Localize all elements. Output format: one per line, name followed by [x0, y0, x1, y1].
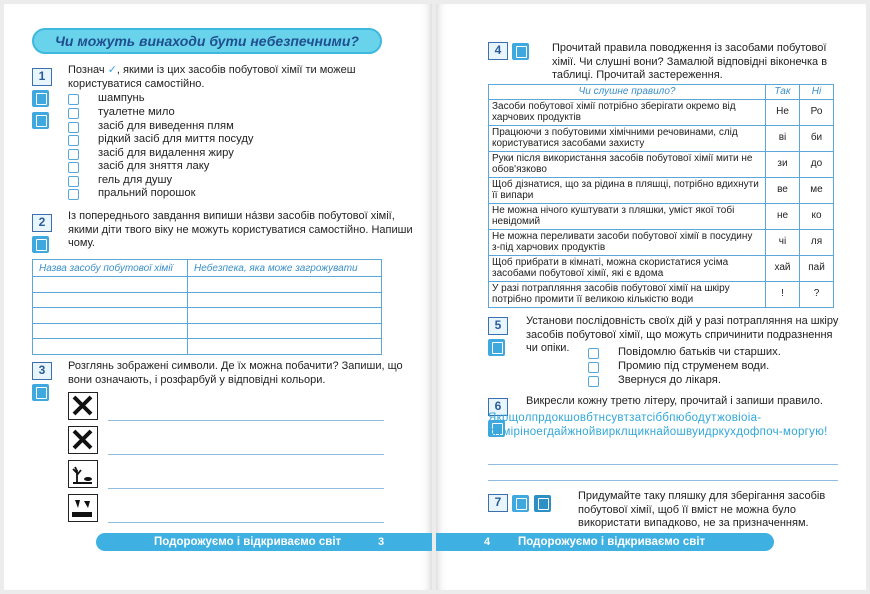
answer-line[interactable]: [108, 454, 384, 455]
pencil-icon: [32, 90, 49, 107]
checkbox[interactable]: [68, 108, 79, 119]
table-row: Руки після використання засобів побутової хімії мити не обов'язково зи до: [489, 151, 834, 177]
toxic-symbol-icon: [68, 392, 98, 420]
list-icon: [488, 339, 505, 356]
task-2-number: 2: [32, 214, 52, 232]
task-4-table: [488, 84, 834, 308]
environment-hazard-icon: [68, 460, 98, 488]
left-page: [4, 4, 432, 590]
list-item: засіб для видалення жиру: [98, 147, 234, 159]
table-row: [33, 277, 382, 293]
checkbox[interactable]: [68, 189, 79, 200]
table-row: [33, 339, 382, 355]
checkbox[interactable]: [68, 162, 79, 173]
table-row: Щоб дізнатися, що за рідина в пляшці, потрібно вдихнути її випари ве ме: [489, 177, 834, 203]
notebook-icon: [32, 384, 49, 401]
order-box[interactable]: [588, 362, 599, 373]
list-item: Повідомлю батьків чи старших.: [618, 346, 781, 358]
irritant-symbol-icon: [68, 426, 98, 454]
task-7-number: 7: [488, 494, 508, 512]
checkbox[interactable]: [68, 149, 79, 160]
task-2-text: Із попереднього завдання випиши нáзви засобів побутової хімії, якими діти твого віку не можуть користуватися самостійно. Напиши чому.: [68, 210, 413, 249]
right-page: [436, 4, 866, 590]
answer-line[interactable]: [488, 480, 838, 481]
list-item: Промию під струменем води.: [618, 360, 770, 372]
list-item: засіб для виведення плям: [98, 120, 234, 132]
task-3-number: 3: [32, 362, 52, 380]
answer-line[interactable]: [108, 488, 384, 489]
checkbox[interactable]: [68, 122, 79, 133]
order-box[interactable]: [588, 376, 599, 387]
checkbox[interactable]: [68, 94, 79, 105]
task-1-text: Познач ✓, якими із цих засобів побутової хімії ти можеш користуватися самостійно.: [68, 64, 356, 90]
group-work-icon: [534, 495, 551, 512]
column-header: Чи слушне правило?: [489, 85, 766, 100]
answer-line[interactable]: [108, 420, 384, 421]
list-item: пральний порошок: [98, 187, 196, 199]
column-header: Ні: [800, 85, 834, 100]
notebook-icon: [32, 112, 49, 129]
task-7-text: Придумайте таку пляшку для зберігання засобів побутової хімії, щоб її вміст не можна було використати випадково, не за призначенням.: [578, 490, 826, 529]
column-header: Небезпека, яка може загрожувати: [188, 260, 382, 277]
task-4-text: Прочитай правила поводження із засобами побутової хімії. Чи слушні вони? Замалюй відповідні віконечка в таблиці. Прочитай застереження.: [552, 42, 828, 81]
table-row: Щоб прибрати в кімнаті, можна скористатися усіма засобами побутової хімії, які є вдома хай пай: [489, 255, 834, 281]
task-5-text: Установи послідовність своїх дій у разі потрапляння на шкіру засобів побутової хімії, що можуть спричинити подразнення чи опіки.: [526, 315, 839, 354]
column-header: Назва засобу побутової хімії: [33, 260, 188, 277]
list-item: шампунь: [98, 92, 145, 104]
table-row: Не можна переливати засоби побутової хімії в посудину з-під харчових продуктів чі ля: [489, 229, 834, 255]
page-number: 3: [378, 536, 385, 548]
table-row: [33, 292, 382, 308]
letter-puzzle: Якрщолпрдокшовбтнсувтзатсіббпюбодутжовіоіа-хітміріноегдайжнойвирклщикнайошвуидркухдофпоч-моргую!: [488, 412, 828, 438]
list-item: засіб для зняття лаку: [98, 160, 210, 172]
column-header: Так: [766, 85, 800, 100]
table-row: [33, 323, 382, 339]
list-item: рідкий засіб для миття посуду: [98, 133, 254, 145]
footer-title: Подорожуємо і відкриваємо світ: [518, 536, 706, 548]
list-item: Звернуся до лікаря.: [618, 374, 721, 386]
answer-line[interactable]: [108, 522, 384, 523]
footer-title: Подорожуємо і відкриваємо світ: [154, 536, 342, 548]
task-1-number: 1: [32, 68, 52, 86]
table-row: Засоби побутової хімії потрібно зберігати окремо від харчових продуктів Не Ро: [489, 99, 834, 125]
task-2-table: [32, 259, 382, 355]
answer-line[interactable]: [488, 464, 838, 465]
list-item: туалетне мило: [98, 106, 175, 118]
checkmark-icon: ✓: [107, 64, 117, 76]
task-5-number: 5: [488, 317, 508, 335]
table-row: Не можна нічого куштувати з пляшки, уміст якої тобі невідомий не ко: [489, 203, 834, 229]
task-4-number: 4: [488, 42, 508, 60]
table-row: [33, 308, 382, 324]
table-row: У разі потрапляння засобів побутової хімії на шкіру потрібно промити її великою кількістю води ! ?: [489, 281, 834, 307]
task-3-text: Розглянь зображені символи. Де їх можна побачити? Запиши, що вони означають, і розфарбуй у відповідні кольори.: [68, 360, 403, 386]
table-row: Працюючи з побутовими хімічними речовинами, слід користуватися засобами захисту ві би: [489, 125, 834, 151]
page-title: Чи можуть винаходи бути небезпечними?: [32, 28, 382, 54]
task-6-number: 6: [488, 398, 508, 416]
list-item: гель для душу: [98, 174, 173, 186]
corrosive-symbol-icon: [68, 494, 98, 522]
notebook-icon: [512, 43, 529, 60]
notebook-icon: [32, 236, 49, 253]
notebook-icon: [512, 495, 529, 512]
page-number: 4: [484, 536, 491, 548]
order-box[interactable]: [588, 348, 599, 359]
task-6-text: Викресли кожну третю літеру, прочитай і запиши правило.: [526, 395, 823, 407]
checkbox[interactable]: [68, 176, 79, 187]
checkbox[interactable]: [68, 135, 79, 146]
